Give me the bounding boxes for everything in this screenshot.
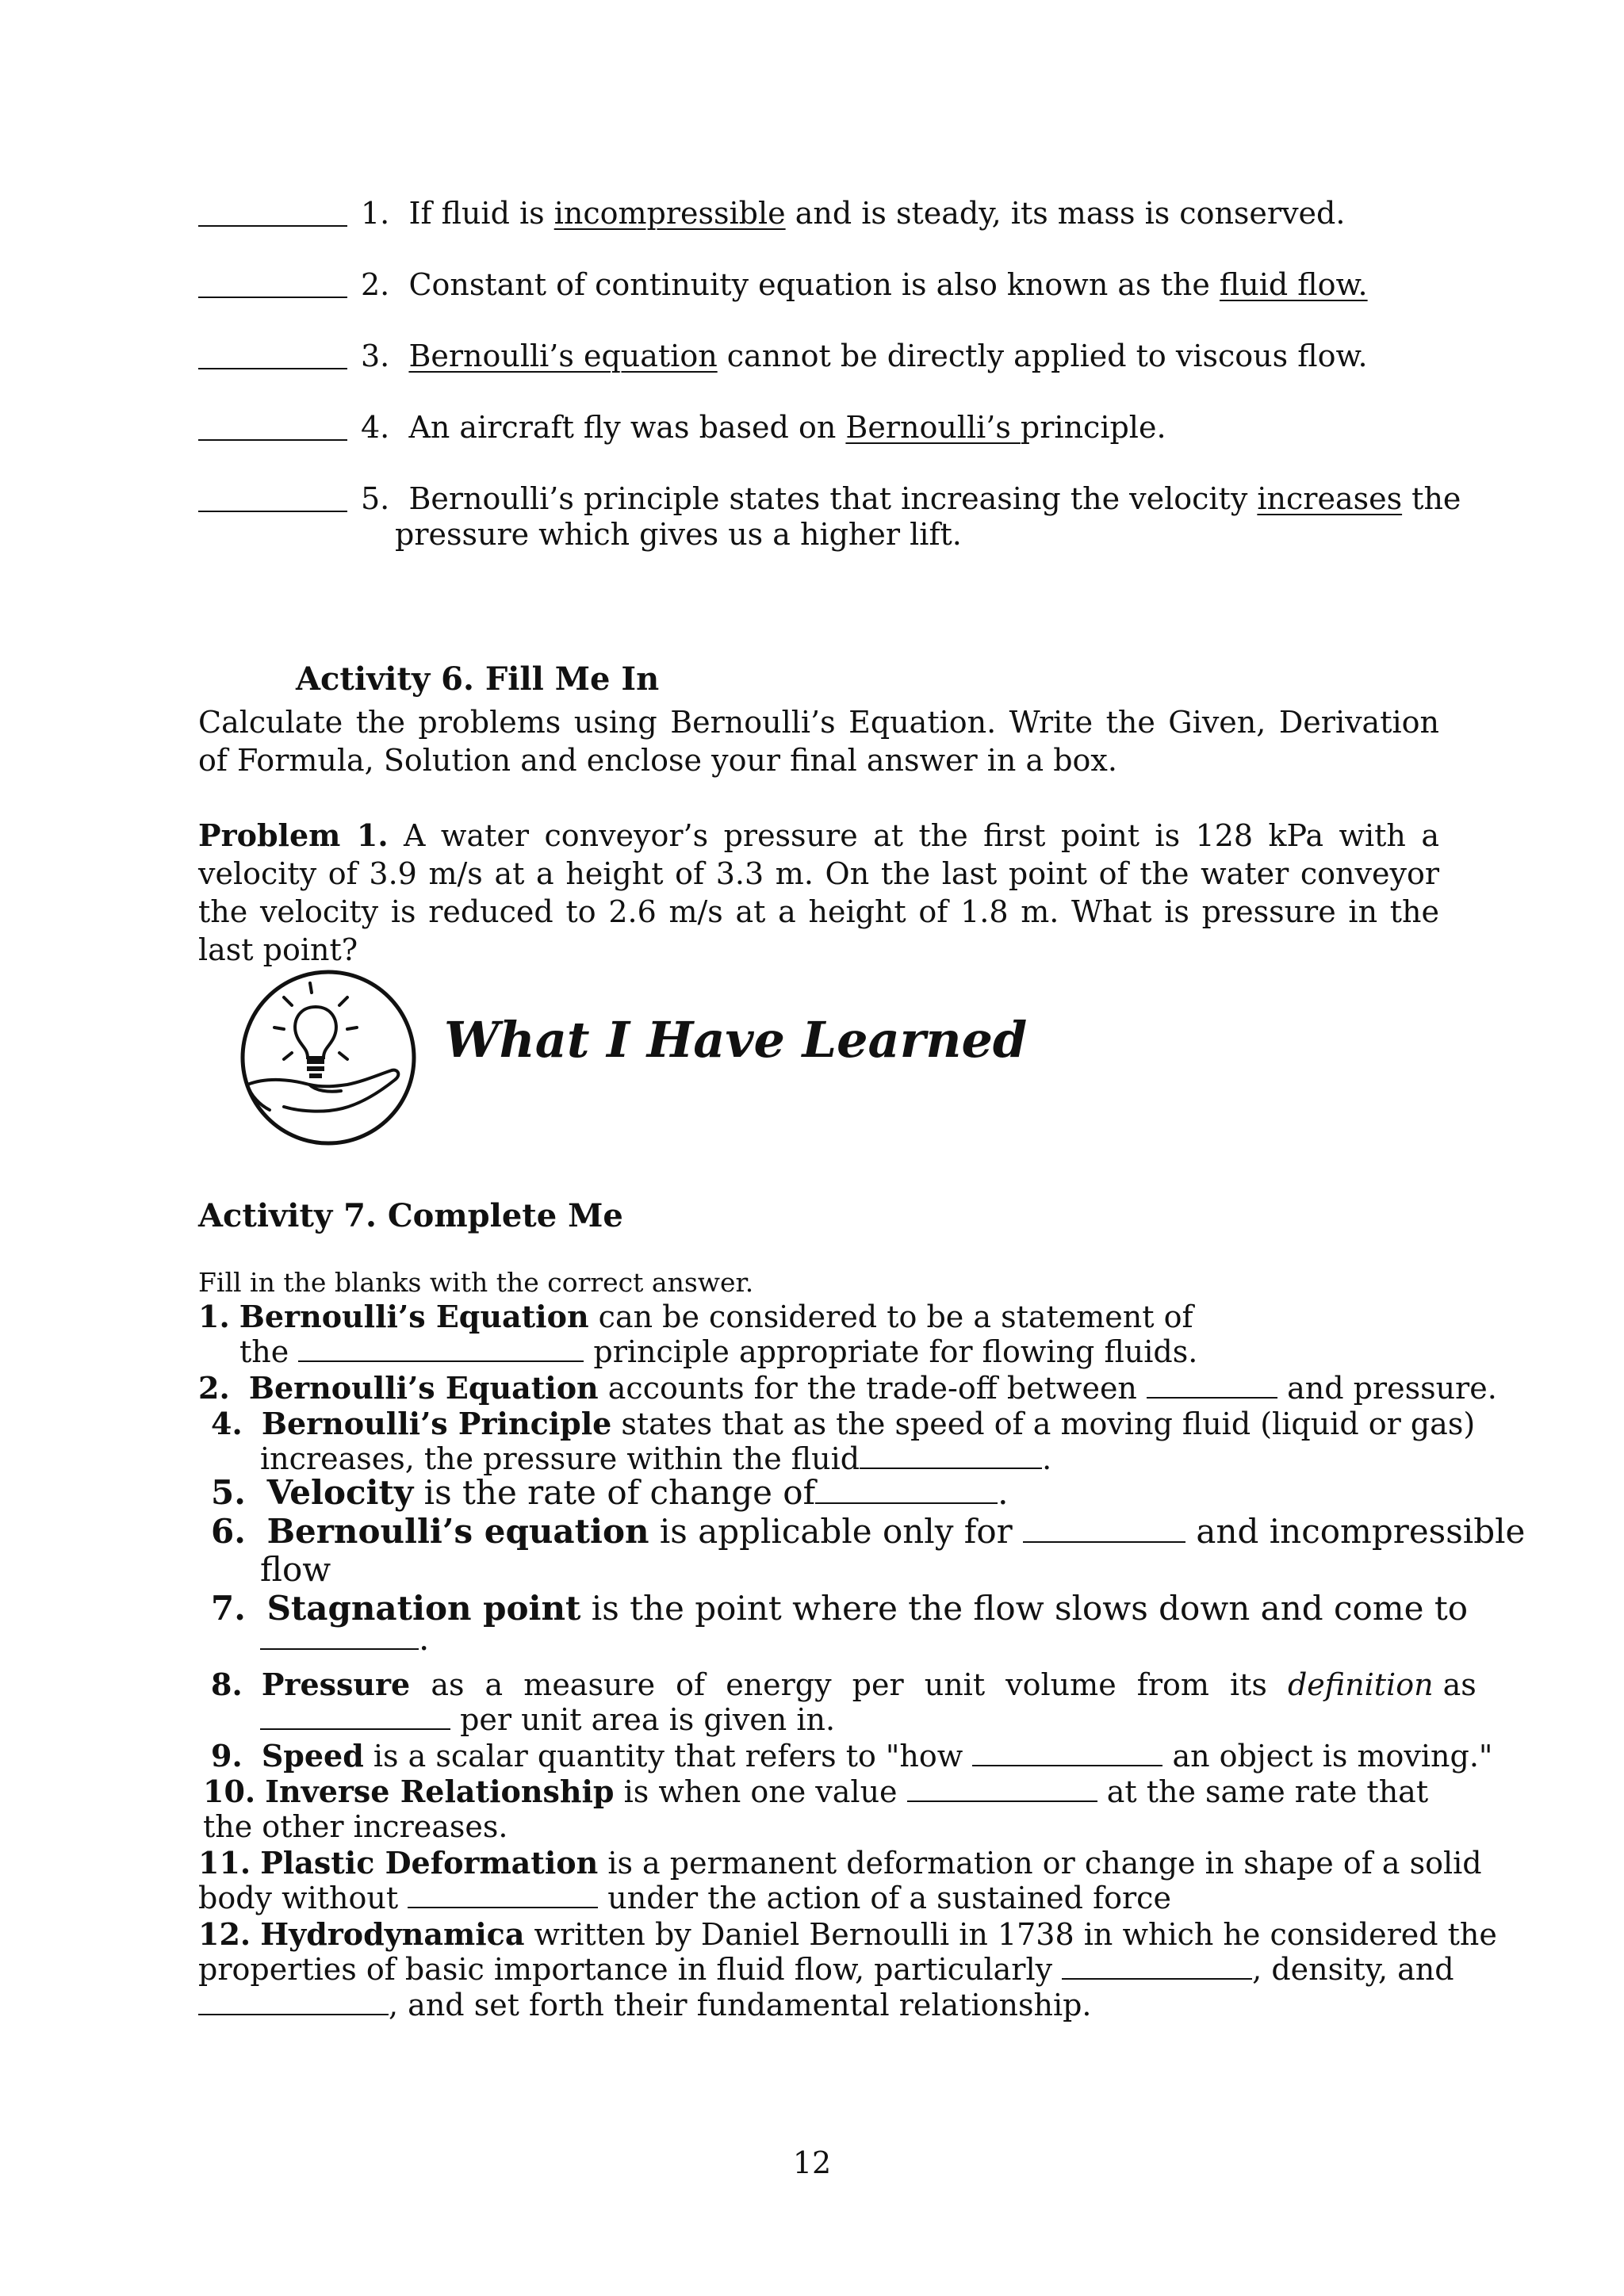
- fill-blank[interactable]: [408, 1883, 598, 1908]
- activity6-instructions: Calculate the problems using Bernoulli’s Equation. Write the Given, Derivation of Formula, Solution and enclose your final answer in a box.: [198, 705, 1439, 778]
- list-item: properties of basic importance in fluid flow, particularly , density, and: [198, 1952, 1454, 1987]
- fill-blank[interactable]: [198, 1990, 389, 2015]
- fill-blank[interactable]: [1023, 1517, 1185, 1543]
- answer-blank-2[interactable]: [198, 297, 347, 298]
- tf-item-4: 4. An aircraft fly was based on Bernoulli’s principle.: [361, 410, 1166, 445]
- tf-item-3: 3. Bernoulli’s equation cannot be directly applied to viscous flow.: [361, 339, 1368, 373]
- list-item: 11. Plastic Deformation is a permanent deformation or change in shape of a solid: [198, 1845, 1482, 1881]
- list-item: body without under the action of a sustained force: [198, 1881, 1171, 1915]
- fill-blank[interactable]: [907, 1777, 1097, 1802]
- list-item: 8. Pressure as a measure of energy per unit volume from its definition as: [211, 1667, 1477, 1702]
- list-item: the principle appropriate for flowing fluids.: [239, 1334, 1198, 1369]
- tf-item-2: 2. Constant of continuity equation is also known as the fluid flow.: [361, 267, 1368, 302]
- list-item: 7. Stagnation point is the point where the flow slows down and come to: [211, 1589, 1468, 1628]
- fill-blank[interactable]: [972, 1741, 1162, 1766]
- list-item: 9. Speed is a scalar quantity that refers to "how an object is moving.": [211, 1738, 1493, 1774]
- list-item: 2. Bernoulli’s Equation accounts for the trade-off between and pressure.: [198, 1370, 1497, 1406]
- tf-item-5: 5. Bernoulli’s principle states that increasing the velocity increases the: [361, 481, 1461, 516]
- activity7-title: Activity 7. Complete Me: [198, 1197, 623, 1234]
- fill-blank[interactable]: [815, 1479, 998, 1504]
- list-item: 6. Bernoulli’s equation is applicable only for and incompressible: [211, 1512, 1526, 1551]
- fill-blank[interactable]: [260, 1624, 419, 1650]
- list-item: the other increases.: [203, 1809, 508, 1844]
- fill-blank[interactable]: [1147, 1373, 1277, 1399]
- list-item: 12. Hydrodynamica written by Daniel Bernoulli in 1738 in which he considered the: [198, 1916, 1497, 1952]
- activity6-problem: [198, 817, 1439, 969]
- list-item: flow: [260, 1550, 331, 1589]
- lightbulb-hand-icon: [236, 966, 420, 1150]
- problem-label: Problem 1.: [198, 817, 389, 853]
- page-number: 12: [792, 2145, 832, 2180]
- tf-item-1: 1. If fluid is incompressible and is steady, its mass is conserved.: [361, 196, 1346, 231]
- list-item: increases, the pressure within the fluid .: [260, 1441, 1052, 1476]
- activity7-instructions: Fill in the blanks with the correct answer.: [198, 1267, 754, 1298]
- list-item: per unit area is given in.: [260, 1702, 835, 1738]
- answer-blank-5[interactable]: [198, 511, 347, 512]
- answer-blank-3[interactable]: [198, 368, 347, 369]
- fill-blank[interactable]: [298, 1337, 584, 1362]
- list-item: , and set forth their fundamental relationship.: [198, 1988, 1092, 2023]
- list-item: 4. Bernoulli’s Principle states that as the speed of a moving fluid (liquid or gas): [211, 1406, 1476, 1441]
- fill-blank[interactable]: [860, 1444, 1042, 1469]
- fill-blank[interactable]: [1062, 1954, 1252, 1980]
- tf-item-5-continued: pressure which gives us a higher lift.: [395, 517, 962, 552]
- answer-blank-4[interactable]: [198, 439, 347, 441]
- list-item: 1. Bernoulli’s Equation can be considered to be a statement of: [198, 1299, 1193, 1334]
- list-item: 5. Velocity is the rate of change of .: [211, 1473, 1009, 1512]
- answer-blank-1[interactable]: [198, 225, 347, 227]
- section-title: What I Have Learned: [444, 1011, 1028, 1069]
- problem-text: A water conveyor’s pressure at the first point is 128 kPa with a velocity of 3.9 m/s at a height of 3.3 m. On the last point of the water conveyor the velocity is reduced to 2.6 m/s at a height of 1.8 m. What is pressure in the last point?: [198, 818, 1439, 967]
- list-item: .: [260, 1621, 429, 1656]
- activity6-title: Activity 6. Fill Me In: [296, 660, 660, 698]
- fill-blank[interactable]: [260, 1705, 450, 1730]
- list-item: 10. Inverse Relationship is when one value at the same rate that: [203, 1774, 1429, 1809]
